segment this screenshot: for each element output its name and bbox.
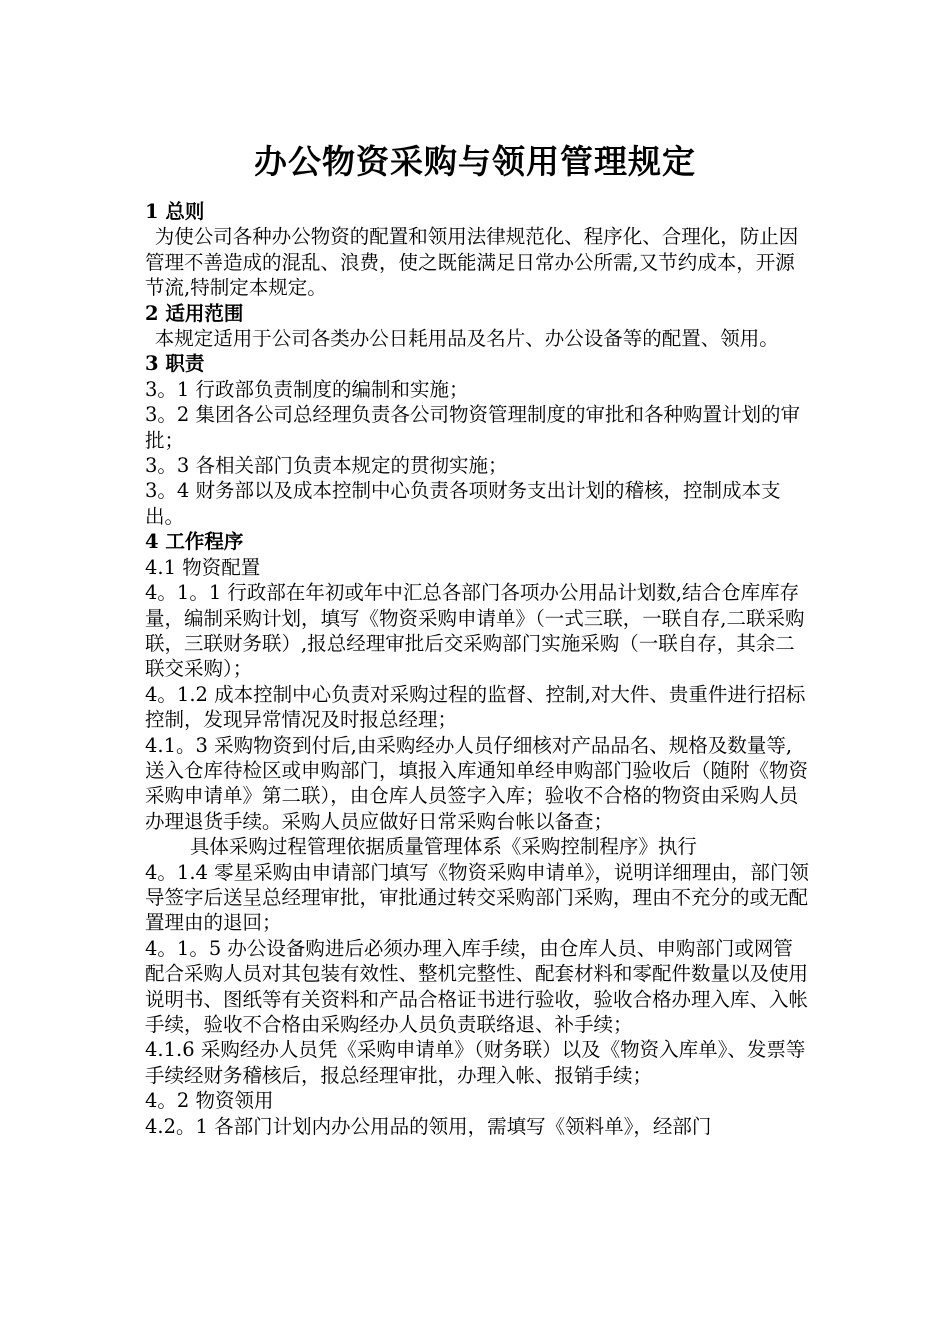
paragraph: 3。4 财务部以及成本控制中心负责各项财务支出计划的稽核，控制成本支出。 [145,479,781,528]
section-heading: 4 工作程序 [145,530,244,554]
paragraph: 4。1。5 办公设备购进后必须办理入库手续，由仓库人员、申购部门或网管配合采购人员对其包装有效性、整机完整性、配套材料和零配件数量以及使用说明书、图纸等有关资料和产品合格证书进行验收，验收合格办理入库、入帐手续，验收不合格由采购经办人员负责联络退、补手续； [145,936,809,1036]
paragraph: 4。1.4 零星采购由申请部门填写《物资采购申请单》，说明详细理由，部门领导签字后送呈总经理审批，审批通过转交采购部门采购，理由不充分的或无配置理由的退回； [145,860,809,935]
paragraph: 3。3 各相关部门负责本规定的贯彻实施； [145,454,508,478]
paragraph: 4.1.6 采购经办人员凭《采购申请单》（财务联）以及《物资入库单》、发票等手续经财务稽核后，报总经理审批，办理入帐、报销手续； [145,1038,806,1087]
paragraph: 为使公司各种办公物资的配置和领用法律规范化、程序化、合理化，防止因管理不善造成的混乱、浪费，使之既能满足日常办公所需,又节约成本，开源节流,特制定本规定。 [145,225,799,300]
paragraph: 3。1 行政部负责制度的编制和实施； [145,377,469,401]
document-body [145,199,810,1139]
paragraph: 4。1.2 成本控制中心负责对采购过程的监督、控制,对大件、贵重件进行招标控制，发现异常情况及时报总经理； [145,682,806,732]
subsection-heading: 4。2 物资领用 [145,1089,274,1113]
subsection-heading: 4.1 物资配置 [145,555,261,579]
section-heading: 1 总则 [145,200,205,223]
paragraph: 具体采购过程管理依据质量管理体系《采购控制程序》执行 [189,835,697,859]
section-heading: 3 职责 [145,352,205,376]
document-title: 办公物资采购与领用管理规定 [254,142,696,181]
paragraph: 3。2 集团各公司总经理负责各公司物资管理制度的审批和各种购置计划的审批； [145,403,801,452]
paragraph: 4.2。1 各部门计划内办公用品的领用，需填写《领料单》，经部门 [145,1114,712,1138]
paragraph: 4。1。1 行政部在年初或年中汇总各部门各项办公用品计划数,结合仓库库存量，编制采购计划，填写《物资采购申请单》（一式三联，一联自存,二联采购联，三联财务联）,报总经理审批后交采购部门实施采购（一联自存，其余二联交采购）； [145,581,805,681]
paragraph: 本规定适用于公司各类办公日耗用品及名片、办公设备等的配置、领用。 [154,327,779,351]
section-heading: 2 适用范围 [145,301,244,325]
paragraph: 4.1。3 采购物资到付后,由采购经办人员仔细核对产品品名、规格及数量等,送入仓库待检区或申购部门，填报入库通知单经申购部门验收后（随附《物资采购申请单》第二联），由仓库人员签字入库；验收不合格的物资由采购人员办理退货手续。采购人员应做好日常采购台帐以备查； [145,733,809,833]
